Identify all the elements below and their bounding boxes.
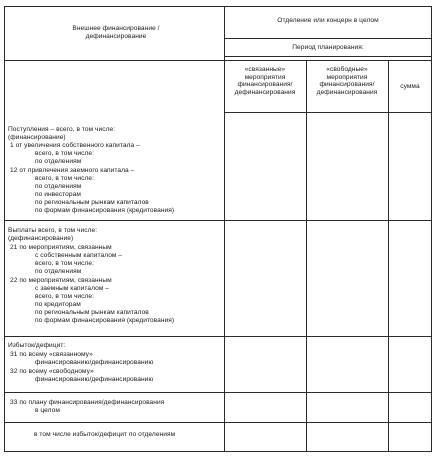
payments-line: по отделениям bbox=[35, 268, 82, 275]
surplus-line: финансированию/дефинансированию bbox=[35, 376, 154, 383]
payments-line: по формам финансирования (кредитования) bbox=[35, 317, 175, 324]
header-planning-period: Период планирования: bbox=[292, 44, 364, 51]
surplus-line: финансированию/дефинансированию bbox=[35, 359, 154, 366]
payments-line: всего, в том числе: bbox=[35, 293, 95, 300]
payments-line: Выплаты всего, в том числе: bbox=[8, 227, 98, 234]
receipts-line: по инвесторам bbox=[35, 191, 81, 198]
payments-line: всего, в том числе: bbox=[35, 260, 95, 267]
incl-dept-line: в том числе избыток/дефицит по отделениям bbox=[34, 431, 176, 438]
surplus-line: 31 по всему «связанному» bbox=[10, 351, 93, 358]
header-external-financing: Внешнее финансирование / дефинансирование bbox=[72, 25, 160, 40]
payments-line: по кредиторам bbox=[35, 301, 81, 308]
header-department-or-concern: Отделение или концерн в целом bbox=[277, 17, 379, 24]
receipts-line: 12 от привлечения заемного капитала – bbox=[10, 167, 135, 174]
payments-line: с собственным капиталом – bbox=[35, 252, 123, 259]
surplus-line: 32 по всему «свободному» bbox=[10, 368, 94, 375]
receipts-line: по отделениям bbox=[35, 183, 82, 190]
receipts-line: всего, в том числе: bbox=[35, 150, 95, 157]
rule-under-department bbox=[224, 38, 432, 39]
col-related-header: «связанные» мероприятия финансирования/ дефинансирования bbox=[234, 66, 296, 96]
rule-after-plan bbox=[4, 422, 432, 423]
receipts-line: 1 от увеличения собственного капитала – bbox=[10, 142, 140, 149]
rule-bottom bbox=[4, 451, 432, 452]
plan-line: 33 по плану финансирования/дефинансирования bbox=[10, 399, 165, 406]
rule-col-divider-2 bbox=[388, 60, 389, 452]
rule-after-payments bbox=[4, 336, 432, 337]
rule-under-period bbox=[224, 56, 432, 57]
rule-header-bottom bbox=[4, 60, 432, 61]
payments-line: с заемным капиталом – bbox=[35, 285, 109, 292]
plan-line: в целом bbox=[35, 407, 60, 414]
payments-line: (дефинансирование) bbox=[8, 235, 74, 242]
receipts-line: по формам финансирования (кредитования) bbox=[35, 207, 175, 214]
payments-line: по региональным рынкам капиталов bbox=[35, 309, 149, 316]
receipts-line: всего, в том числе: bbox=[35, 175, 95, 182]
rule-label-divider bbox=[224, 6, 225, 452]
receipts-line: (финансирование) bbox=[8, 134, 66, 141]
rule-after-surplus bbox=[4, 392, 432, 393]
surplus-line: Избыток/дефицит: bbox=[8, 342, 66, 349]
rule-right bbox=[431, 6, 432, 452]
rule-col-divider-1 bbox=[306, 60, 307, 452]
rule-after-receipts bbox=[4, 220, 432, 221]
receipts-line: Поступления – всего, в том числе: bbox=[8, 126, 116, 133]
rule-left bbox=[4, 6, 5, 452]
col-free-header: «свободные» мероприятия финансирования/ дефинансирования bbox=[316, 66, 378, 96]
receipts-line: по региональным рынкам капиталов bbox=[35, 199, 149, 206]
payments-line: 22 по мероприятиям, связанным bbox=[10, 277, 112, 284]
rule-top bbox=[4, 6, 432, 7]
receipts-line: по отделениям bbox=[35, 158, 82, 165]
payments-line: 21 по мероприятиям, связанным bbox=[10, 244, 112, 251]
rule-under-subheads bbox=[224, 112, 432, 113]
col-sum-header: сумма bbox=[400, 83, 420, 90]
